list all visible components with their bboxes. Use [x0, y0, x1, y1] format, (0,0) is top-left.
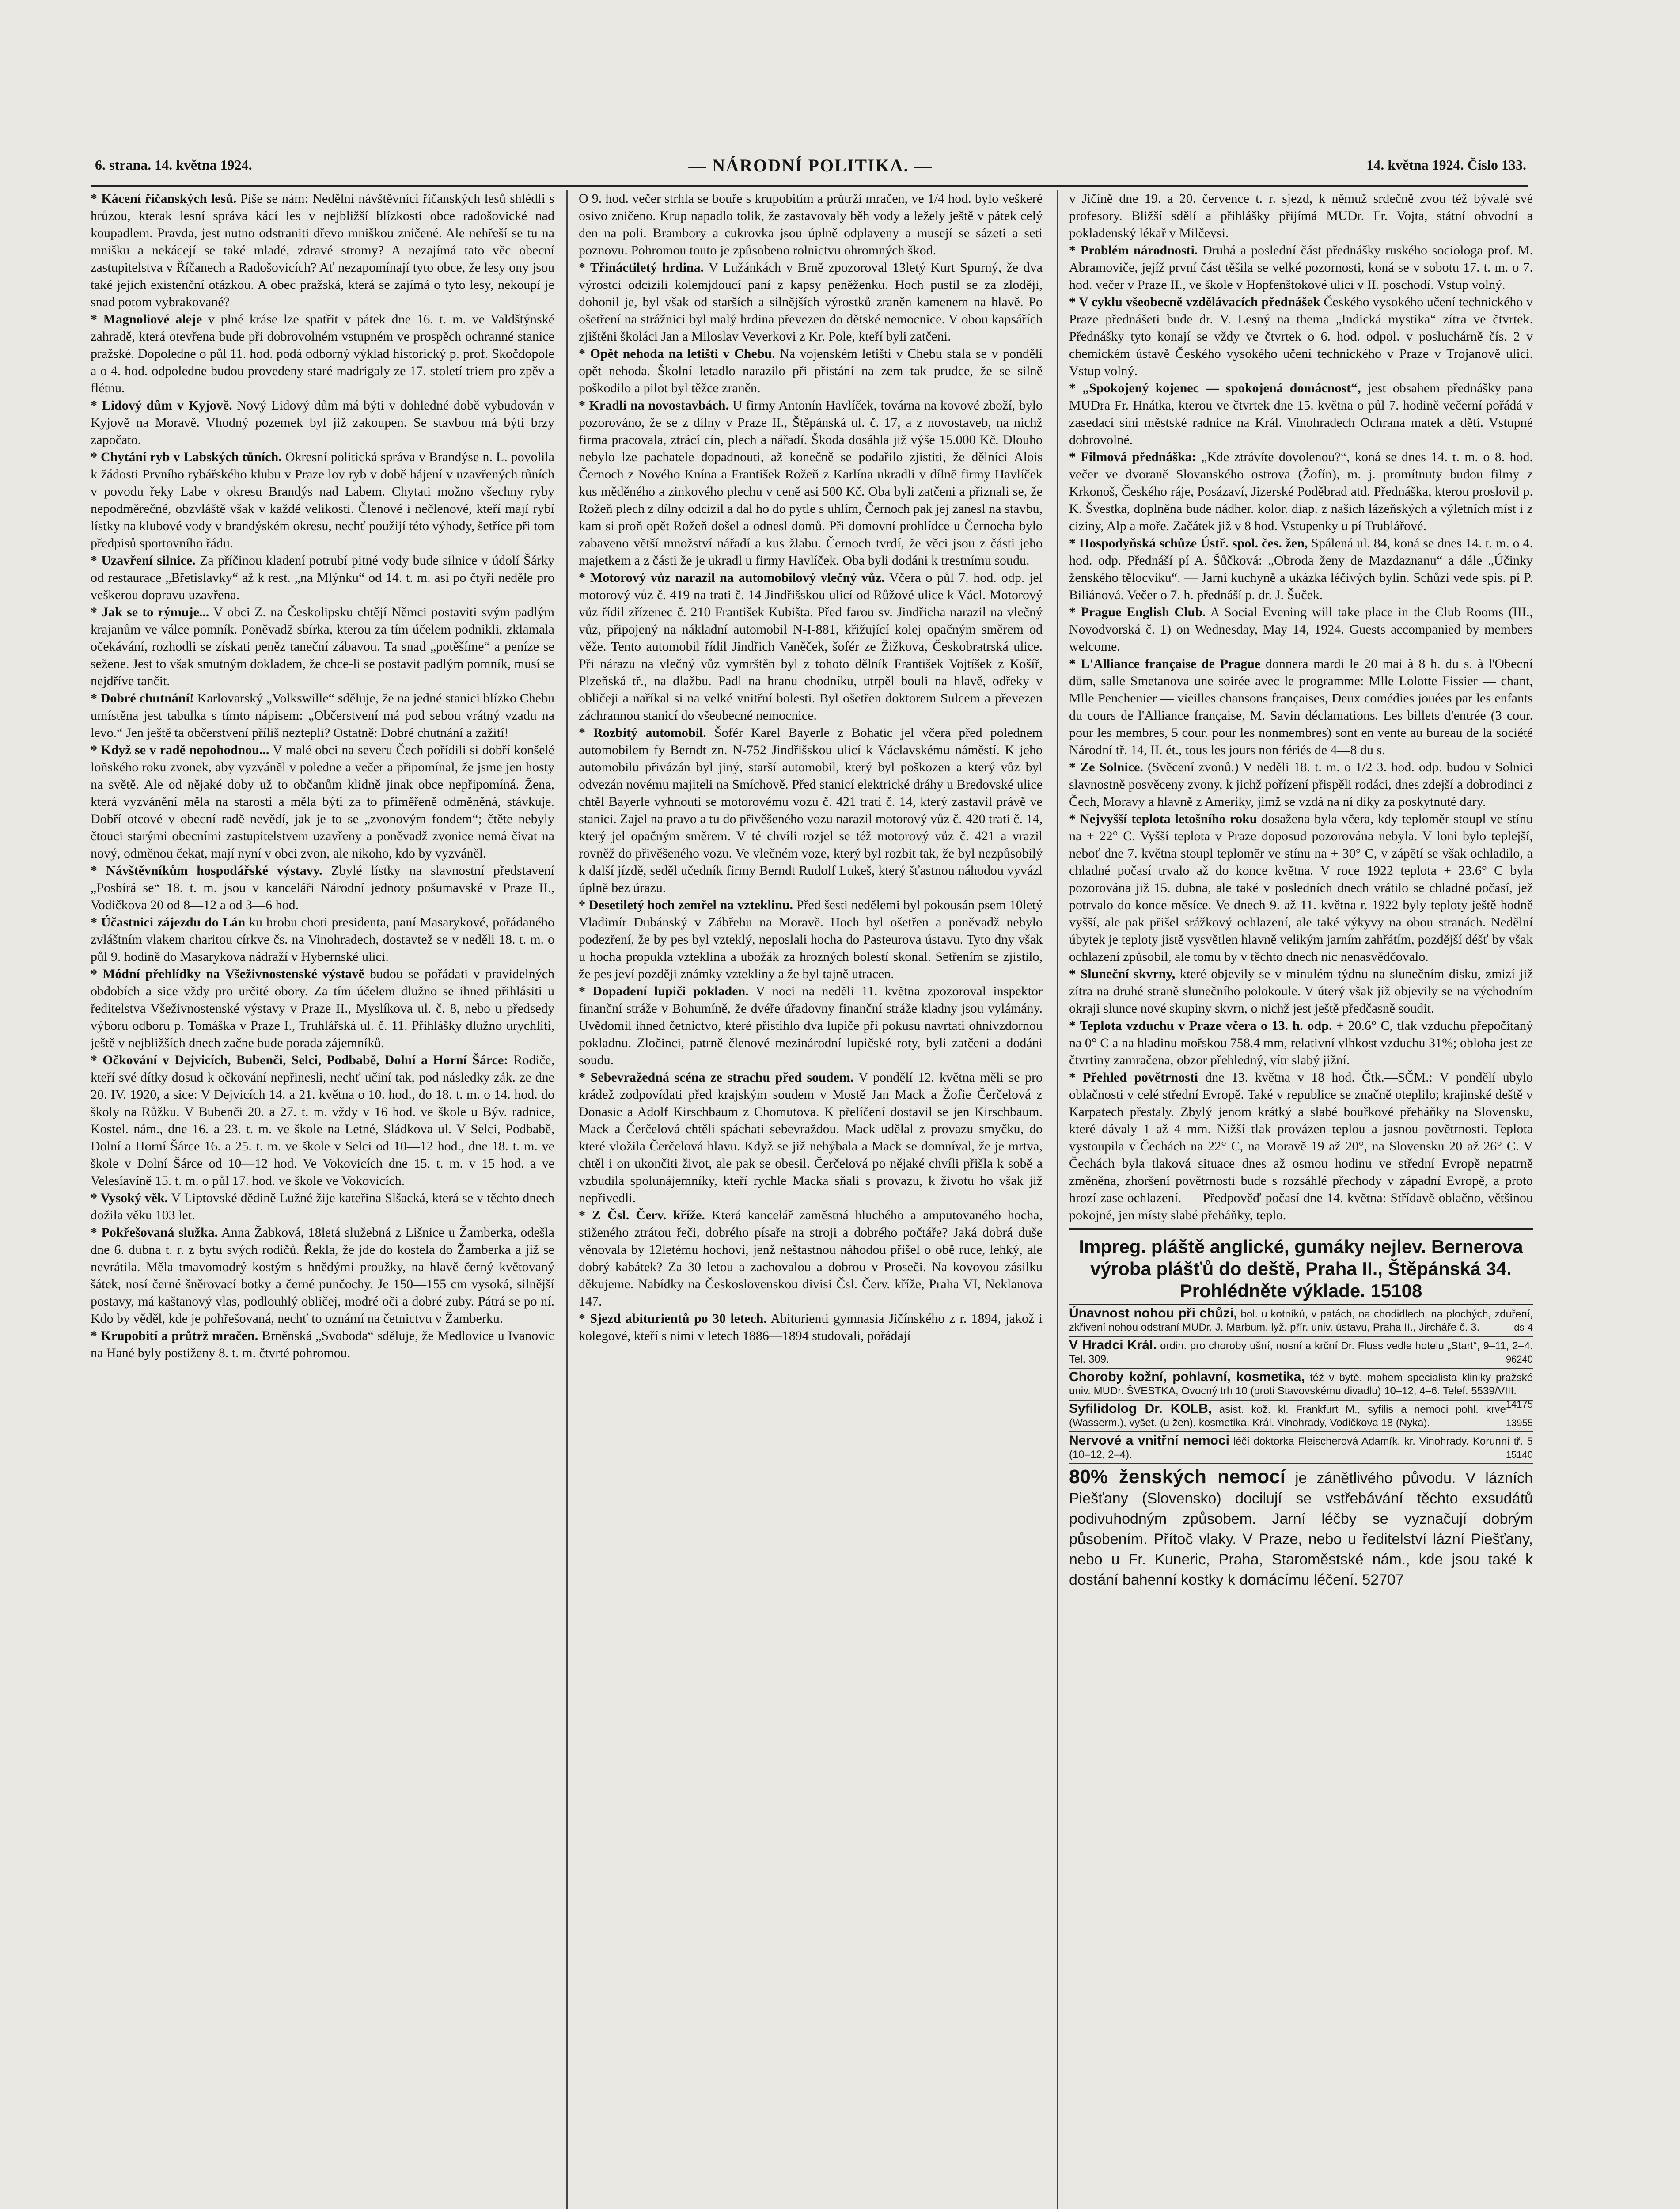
bullet-star-icon: * — [1069, 605, 1081, 619]
article-text: V pondělí 12. května měli se pro krádež zodpovídati před krajským soudem v Mostě Jan Mack a Žofie Čerčelová z Donasic a Adolf Kirschbaum z Chomutova. K přelíčení dostavil se jen Kirschbaum. Mack a Čerčelová chtěli spáchati sebevraždou. Mack udělal z provazu smyčku, do které vložila Čerčelová hlavu. Když se již nehýbala a Mack se domníval, že je mrtva, chtěl i on ukončiti život, ale pak se obesil. Čerčelová po nějaké chvíli přišla k sobě a vzbudila spolunájemníky, kteří rychle Macka sňali s provazu, k životu ho však již nepřivedli. — [579, 1070, 1043, 1205]
bullet-star-icon: * — [91, 1328, 101, 1343]
article-headline: Pokřešovaná služka. — [101, 1225, 218, 1240]
article-item — [579, 259, 1043, 345]
article-headline: Dopadení lupiči pokladen. — [592, 984, 749, 998]
article-headline: Problém národnosti. — [1080, 243, 1198, 258]
article-headline: Opět nehoda na letišti v Chebu. — [590, 346, 775, 361]
bullet-star-icon: * — [579, 570, 590, 585]
article-item — [91, 603, 554, 690]
article-headline: Hospodyňská schůze Ústř. spol. čes. žen, — [1079, 536, 1308, 550]
article-headline: Desetiletý hoch zemřel na vzteklinu. — [588, 898, 793, 912]
bullet-star-icon: * — [91, 915, 101, 930]
bullet-star-icon: * — [1069, 450, 1081, 464]
article-item — [91, 741, 554, 862]
article-headline: L'Alliance française de Prague — [1081, 657, 1261, 671]
bullet-star-icon: * — [91, 1225, 102, 1240]
article-text: Zbylé lístky na slavnostní představení „Posbírá se“ 18. t. m. jsou v kanceláři Národní jednoty pošumavské v Praze II., Vodičkova 20 od 8—12 a od 3—6 hod. — [91, 863, 554, 912]
advertisements — [1069, 1228, 1533, 1590]
article-headline: Jak se to rýmuje... — [102, 605, 209, 619]
bullet-star-icon: * — [1069, 381, 1083, 395]
article-text: Českého vysokého učení technického v Praze přednášeti bude dr. V. Lesný na thema „Indická mystika“ zítra ve čtvrtek. Přednášky tyto konají se vždy ve čtvrtek o 6. hod. odpol. v posluchárně čís. 2 v chemickém ústavě Českého vysokého učení technického v Praze v Trojanově ulici. Vstup volný. — [1069, 295, 1533, 378]
article-text: Která kancelář zaměstná hluchého a amputovaného hocha, stiženého ztrátou řeči, dobrého písaře na stroji a dobrého počtáře? Jaká dobrá duše věnovala by 12letému hochovi, jenž neštastnou náhodou přišel o obě ruce, lehký, ale dobrý kabátek? Za 30 letou a zachovalou a dobrou v Proseči. Na kovovou zásilku děkujeme. Nabídky na Československou divisi Čsl. Červ. kříže, Praha VI, Neklanova 147. — [579, 1208, 1043, 1309]
article-item — [91, 914, 554, 965]
article-headline: Lidový dům v Kyjově. — [102, 398, 232, 413]
article-text: A Social Evening will take place in the Club Rooms (III., Novodvorská č. 1) on Wednesday, May 14, 1924. Guests accompanied by members welcome. — [1069, 605, 1533, 654]
article-headline: Z Čsl. Červ. kříže. — [592, 1208, 705, 1222]
article-text: Šofér Karel Bayerle z Bohatic jel včera před polednem automobilem fy Berndt zn. N-752 Jindřišskou ulicí k Václavskému náměstí. K jeho automobilu přivázán byl jiný, starší automobil, který byl poškozen a který vůz byl odvezán novému majiteli na Smíchově. Před stanicí elektrické dráhy u Bredovské ulice chtěl Bayerle vyhnouti se motorovému vozu č. 421 trati č. 14, který zastavil právě ve stanici. Zajel na pravo a tu do přivěšeného vozu narazil motorový vůz č. 420 trati č. 14, který jel opačným směrem. V té chvíli rozjel se též motorový vůz č. 421 a vrazil rovněž do přivěšeného vozu. Ve vlečném voze, který byl rozbit tak, že byl nezpůsobilý k další jízdě, seděl učedník firmy Berndt Rudolf Lukeš, který šťastnou náhodou vyvázl úplně bez úrazu. — [579, 725, 1043, 895]
ad-piestany — [1069, 1464, 1533, 1590]
article-text: O 9. hod. večer strhla se bouře s krupobitím a průtrží mračen, ve 1/4 hod. bylo veškeré osivo zničeno. Krup napadlo tolik, že zastavovaly běh vody a ležely ještě v pátek celý den na poli. Brambory a cukrovka jsou úplně odplaveny a musejí se sázeti a seti poznovu. Pohromou touto je způsobeno rolnictvu ohromných škod. — [579, 191, 1043, 258]
article-item — [579, 983, 1043, 1069]
article-text: ku hrobu choti presidenta, paní Masarykové, pořádaného zvláštním vlakem charitou církve čs. na Vinohradech, dostavtež se v neděli 18. t. m. o půl 9. hodině do Masarykova nádraží v Hybernské ulici. — [91, 915, 554, 964]
bullet-star-icon: * — [91, 1053, 103, 1067]
article-text: Píše se nám: Nedělní návštěvníci říčanských lesů shlédli s hrůzou, kterak lesní správa kácí les v nejbližší blízkosti obce radošovické nad koupadlem. Pravda, jest nutno odstraniti dřevo mniškou zničené. Ale nehřeší se tu na mnišku a nekácejí se také mladé, zdravé stromy? A nezajímá tato věc obecní zastupitelstva v Říčanech a Radošovicích? Ať nezapomínají tyto obce, že lesy ony jsou také jejich existenční otázkou. A obec pražská, která se zajímá o tyto lesy, nekoupí je snad potom vybrakované? — [91, 191, 554, 309]
article-item — [91, 690, 554, 741]
article-headline: Ze Solnice. — [1080, 760, 1143, 774]
article-headline: „Spokojený kojenec — spokojená domácnost“, — [1082, 381, 1361, 395]
article-item — [579, 1069, 1043, 1207]
column-1 — [91, 190, 554, 2209]
ad-code: 13955 — [1506, 1417, 1533, 1428]
classified-ad — [1069, 1337, 1533, 1369]
article-text: donnera mardi le 20 mai à 8 h. du s. à l'Obecní dům, salle Smetanova une soirée avec le programme: Mlle Lolotte Fissier — chant, Mlle Penchenier — vieilles chansons françaises, Deux comédies jouées par les enfants du cours de l'Alliance française, M. Savin déclamations. Les billets d'entrée (3 cour. pour les membres, 5 cour. pour les nonmembres) sont en vente au bureau de la société Národní tř. 14, II. ét., tous les jours non fériés de 4—8 du s. — [1069, 657, 1533, 757]
bullet-star-icon: * — [1069, 812, 1080, 826]
ad-code: 96240 — [1506, 1354, 1533, 1365]
classified-ad — [1069, 1305, 1533, 1337]
article-headline: Třináctiletý hrdina. — [590, 260, 704, 275]
bullet-star-icon: * — [579, 1070, 591, 1085]
bullet-star-icon: * — [579, 1311, 590, 1326]
article-text: jest obsahem přednášky pana MUDra Fr. Hnátka, kterou ve čtvrtek dne 15. května o půl 7. hodině večerní pořádá v zasedací síni městské radnice na Král. Vinohradech Ochrana matek a dětí. Vstupné dobrovolné. — [1069, 381, 1533, 447]
article-text: V Lužánkách v Brně zpozoroval 13letý Kurt Spurný, že dva výrostci odcizili kolemjdoucí paní z kapsy peněženku. Hoch pustil se za zloději, dohonil je, byl však od starších a silnějších výrostků zraněn kamenem na hlavě. Po ošetření na strážnici byl malý hrdina převezen do dětské nemocnice. V obou kapsářích zjištěni školáci Jan a Miloslav Veverkovi z Kr. Pole, kteří byli zatčeni. — [579, 260, 1043, 344]
bullet-star-icon: * — [1069, 1070, 1083, 1085]
article-text: Anna Žabková, 18letá služebná z Lišnice u Žamberka, odešla dne 6. dubna t. r. z bytu svých rodičů. Řekla, že jde do kostela do Žamberka a již se nevrátila. Měla tmavomodrý kostým s hnědými proužky, na hlavě černý květovaný šátek, nosí černé šněrovací botky a černé punčochy. Je 150—155 cm vysoká, silnější postavy, má kaštanový vlas, podlouhlý obličej, modré oči a dobré zuby. Pátrá se po ní. Kdo by věděl, kde je pohřešovaná, nechť to oznámí na četnictvu v Žamberku. — [91, 1225, 554, 1326]
ad-text: bol. u kotníků, v patách, na chodidlech, na plochých, zduření, zkřivení nohou odstraní MUDr. J. Marbum, lyž. přír. univ. ústavu, Praha II., Jircháře č. 3. — [1069, 1308, 1533, 1333]
bullet-star-icon: * — [91, 605, 102, 619]
article-text: v Jičíně dne 19. a 20. července t. r. sjezd, k němuž srdečně zvou též bývalé své profesory. Bližší sdělí a přihlášky přijímá MUDr. Fr. Vojta, státní obvodní a pokladenský lékař v Milčevsi. — [1069, 191, 1533, 240]
article-headline: Motorový vůz narazil na automobilový vlečný vůz. — [590, 570, 885, 585]
article-text: Karlovarský „Volkswille“ sděluje, že na jedné stanici blízko Chebu umístěna jest tabulka s tímto nápisem: „Občerstvení má pod sebou vrátný vzadu na levo.“ Jen ještě ta občerstvení příliš neztepli? Ostatně: Dobré chutnání a zažití! — [91, 691, 554, 740]
ad-raincoats: Impreg. pláště anglické, gumáky nejlev. Bernerova výroba plášťů do deště, Praha II., Štěpánská 34. Prohlédněte výklade. 15108 — [1069, 1232, 1533, 1305]
article-headline: Přehled povětrnosti — [1083, 1070, 1198, 1085]
bullet-star-icon: * — [91, 312, 103, 326]
ad-code: ds-4 — [1514, 1322, 1533, 1333]
ad-text: ordin. pro choroby ušní, nosní a krční Dr. Fluss vedle hotelu „Start“, 9–11, 2–4. Tel. 309. — [1069, 1340, 1533, 1365]
classified-ad — [1069, 1401, 1533, 1432]
bullet-star-icon: * — [1069, 536, 1079, 550]
article-text: dne 13. května v 18 hod. Čtk.—SČM.: V pondělí ubylo oblačnosti v celé střední Evropě. Také v republice se značně oteplilo; krajinské deště v Karpatech přestaly. Zbylý jenom krátký a slabé bouřkové přeháňky na Slovensku, které dávaly 1 až 4 mm. Nižší tlak provázen teplou a jasnou povětrnosti. Teplota vystoupila v Čechách na 22° C, na Moravě 19 až 20°, na Slovensku 20 až 26° C. V Čechách byla tlaková situace dnes až osmou hodinu ve střední Evropě nepatrně změněna, zhoršení povětrnosti bude s rozsáhlé přechody v západní Evropě, a proto hrozí zase ochlazení. — Předpověď počasí dne 14. května: Střídavě oblačno, většinou pokojné, jen místy slabé přeháňky, teplo. — [1069, 1070, 1533, 1222]
article-headline: Krupobití a průtrž mračen. — [101, 1328, 258, 1343]
column-separator — [1057, 190, 1058, 2209]
article-item — [579, 397, 1043, 569]
article-headline: Když se v radě nepohodnou... — [101, 743, 269, 757]
article-item — [91, 1327, 554, 1362]
article-item — [579, 345, 1043, 397]
article-headline: Prague English Club. — [1081, 605, 1206, 619]
article-text: Okresní politická správa v Brandýse n. L. povolila k žádosti Prvního rybářského klubu v Praze lov ryb v době hájení v uzavřených tůních v povodu řeky Labe v okresu Brandýs nad Labem. Chytati možno všechny ryby nepodměrečné, obzvláště však v každé velikosti. Členové i nečlenové, kteří mají rybí lístky na klubové vody v brandýském okresu, nechť použijí této výhody, šetříce při tom předpisů sportovního řádu. — [91, 450, 554, 550]
article-item — [1069, 810, 1533, 965]
article-item — [91, 1224, 554, 1327]
bullet-star-icon: * — [579, 898, 589, 912]
ad-list — [1069, 1305, 1533, 1464]
ad-headline: V Hradci Král. — [1069, 1338, 1157, 1352]
article-item — [1069, 242, 1533, 293]
article-item — [91, 190, 554, 311]
ad-piestany-text: je zánětlivého původu. V lázních Piešťany (Slovensko) docilují se vstřebávání těchto exsudátů podivuhodným způsobem. Jarní léčby se vyznačují dobrým působením. Přítoč vlaky. V Praze, nebo u ředitelství lázní Piešťany, nebo u Fr. Kuneric, Praha, Staroměstské nám., kde jsou také k dostání bahenní kostky k domácímu léčení. — [1069, 1470, 1533, 1588]
bullet-star-icon: * — [1069, 1018, 1080, 1033]
article-item — [1069, 603, 1533, 655]
article-headline: Magnoliové aleje — [103, 312, 202, 326]
classified-ad — [1069, 1432, 1533, 1464]
column-2 — [579, 190, 1043, 2209]
article-item — [579, 569, 1043, 724]
article-headline: Dobré chutnání! — [100, 691, 194, 706]
article-headline: Chytání ryb v Labských tůních. — [101, 450, 282, 464]
article-text: Včera o půl 7. hod. odp. jel motorový vůz č. 419 na trati č. 14 Jindřišskou ulicí od Růžové ulice k Václ. Motorový vůz řídil zřízenec č. 210 František Kubišta. Před farou sv. Jindřicha narazil na vlečný vůz, připojený na nákladní automobil N-I-881, křižující kolej opačným směrem od věže. Tento automobil řídil Jindřich Vaněček, šofér ze Žižkova, Českobratrská ulice. Při nárazu na vlečný vůz vymrštěn byl z tohoto dělník František Vojtíšek z Košíř, Plzeňská tř., na dlažbu. Padl na hranu chodníku, utrpěl bouli na hlavě, odřeky v obličeji a naříkal si na velké vnitřní bolesti. Byl ošetřen doktorem Sulcem a převezen záchrannou stanicí do všeobecné nemocnice. — [579, 570, 1043, 723]
bullet-star-icon: * — [91, 863, 106, 878]
column-separator — [566, 190, 568, 2209]
bullet-star-icon: * — [579, 260, 590, 275]
page-number-date: 6. strana. 14. května 1924. — [95, 157, 252, 173]
article-item — [1069, 1069, 1533, 1224]
header-rule — [91, 185, 1528, 187]
bullet-star-icon: * — [579, 398, 589, 413]
article-headline: Vysoký věk. — [100, 1191, 168, 1205]
article-item — [91, 862, 554, 914]
article-item — [91, 311, 554, 397]
article-item — [91, 1189, 554, 1224]
bullet-star-icon: * — [91, 398, 102, 413]
article-text: budou se pořádati v pravidelných obdobích a sice vždy pro určité obory. Za tím účelem dlužno se ihned přihlásiti u ředitelstva Všeživnostenské výstavy v Praze II., Myslíkova ul. č. 8, nebo u předsedy výboru odboru p. Tomáška v Praze I., Truhlářská ul. č. 11. Přihlášky dlužno urychliti, ještě v nejbližších dnech začne bude porada zájemníků. — [91, 967, 554, 1050]
article-headline: Teplota vzduchu v Praze včera o 13. h. odp. — [1080, 1018, 1332, 1033]
ad-piestany-headline: 80% ženských nemocí — [1069, 1466, 1286, 1488]
article-item — [91, 965, 554, 1051]
article-headline: V cyklu všeobecně vzdělávacích přednášek — [1079, 295, 1320, 309]
article-headline: Filmová přednáška: — [1081, 450, 1196, 464]
article-item — [1069, 965, 1533, 1017]
bullet-star-icon: * — [1069, 657, 1081, 671]
article-headline: Kácení říčanských lesů. — [101, 191, 237, 206]
bullet-star-icon: * — [91, 1191, 101, 1205]
bullet-star-icon: * — [1069, 243, 1081, 258]
article-item — [1069, 380, 1533, 448]
article-text: + 20.6° C, tlak vzduchu přepočítaný na 0° C a na hladinu mořskou 758.4 mm, relativní vlhkost vzduchu 31%; obloha jest ze čtvrtiny zamračena, obzor přehledný, vítr slabý jižní. — [1069, 1018, 1533, 1067]
article-item — [1069, 759, 1533, 810]
ad-text: též v bytě, mohem specialista kliniky pražské univ. MUDr. ŠVESTKA, Ovocný trh 10 (proti Stavovskému divadlu) 10–12, 4–6. Telef. 5539/VIII. — [1069, 1372, 1533, 1397]
bullet-star-icon: * — [91, 553, 102, 568]
article-headline: Sjezd abiturientů po 30 letech. — [590, 1311, 767, 1326]
column-3 — [1069, 190, 1533, 2209]
bullet-star-icon: * — [91, 191, 102, 206]
bullet-star-icon: * — [579, 984, 593, 998]
issue-date: 14. května 1924. Číslo 133. — [1366, 157, 1526, 173]
bullet-star-icon: * — [91, 743, 101, 757]
article-headline: Účastnici zájezdu do Lán — [101, 915, 246, 930]
page-header — [95, 157, 1526, 183]
article-text: Spálená ul. 84, koná se dnes 14. t. m. o 4. hod. odp. Přednáší pí A. Šůčková: „Obroda ženy de Mazdaznanu“ a dále „Účinky ženského tělocviku“. — Jarní kuchyně a ukázka léčivých bylin. Schůzi vede spis. pí P. Biliánová. Večer o 7. h. přednáší p. dr. J. Šuček. — [1069, 536, 1533, 602]
article-text: které objevily se v minulém týdnu na slunečním disku, zmizí již zítra na druhé straně slunečního polokoule. V úterý však již objevily se na východním okraji slunce nové skupiny skvrn, o nichž jest ještě předčasně soudit. — [1069, 967, 1533, 1016]
article-item — [1069, 448, 1533, 535]
article-text: v plné kráse lze spatřit v pátek dne 16. t. m. ve Valdštýnské zahradě, která otevřena bude při dobrovolném vstupném ve prospěch ochranné stanice pražské. Dopoledne o půl 11. hod. podá odborný výklad historický p. prof. Skočdopole a o 4. hod. odpoledne budou provedeny staré madrigaly ze 17. století triem pro zpěv a flétnu. — [91, 312, 554, 395]
article-item — [91, 397, 554, 448]
article-text: V noci na neděli 11. května zpozoroval inspektor finanční stráže v Bohumíně, že dvéře úřadovny finanční stráže kladny jsou vylámány. Uvědomil ihned četnictvo, které přistihlo dva lupiče při pokusu navrtati ohnivzdornou pokladnu. Zločinci, patrně členové mezinárodní lupičské roty, byli zatčeni a dodáni soudu. — [579, 984, 1043, 1067]
ad-headline: Únavnost nohou při chůzi, — [1069, 1306, 1237, 1321]
article-item — [1069, 293, 1533, 380]
column-3-articles — [1069, 190, 1533, 1224]
article-text: Na vojenském letišti v Chebu stala se v pondělí opět nehoda. Školní letadlo narazilo při přistání na zem tak prudce, že se silně poškodilo a pilot byl těžce zraněn. — [579, 346, 1043, 395]
ad-text: léčí doktorka Fleischerová Adamík. kr. Vinohrady. Korunní tř. 5 (10–12, 2–4). — [1069, 1435, 1533, 1461]
article-headline: Sluneční skvrny, — [1080, 967, 1176, 981]
article-text: Za příčinou kladení potrubí pitné vody bude silnice v údolí Šárky od restaurace „Břetislavky“ až k rest. „na Mlýnku“ od 14. t. m. asi po čtyři neděle pro veškerou dopravu uzavřena. — [91, 553, 554, 602]
article-headline: Návštěvníkům hospodářské výstavy. — [106, 863, 322, 878]
article-text: Abiturienti gymnasia Jičínského z r. 1894, jakož i kolegové, kteří s nimi v letech 1886—1894 studovali, pořádají — [579, 1311, 1043, 1343]
ad-headline: Choroby kožní, pohlavní, kosmetika, — [1069, 1370, 1305, 1384]
article-text: V Liptovské dědině Lužné žije kateřina Slšacká, která se v těchto dnech dožila věku 103 let. — [91, 1191, 554, 1222]
article-text: Brněnská „Svoboda“ sděluje, že Medlovice u Ivanovic na Hané byly postiženy 8. t. m. čtvrté pohromou. — [91, 1328, 554, 1360]
article-text: „Kde ztrávíte dovolenou?“, koná se dnes 14. t. m. o 8. hod. večer ve dvoraně Slovanského ostrova (Žofín), m. j. promítnuty budou filmy z Krkonoš, Českého ráje, Posázaví, Jizerské Poděbrad atd. Přednáška, kterou proslovil p. K. Švestka, doplněna bude nádher. kolor. diap. z našich lázeňských a výletních míst i z ciziny, Alp a moře. Začátek již v 8 hod. Vstupenky u pí Trublářové. — [1069, 450, 1533, 533]
article-item — [1069, 1017, 1533, 1069]
article-item — [579, 1310, 1043, 1344]
ad-code: 14175 — [1506, 1399, 1533, 1410]
article-headline: Rozbitý automobil. — [593, 725, 706, 740]
article-headline: Uzavření silnice. — [101, 553, 196, 568]
ad-headline: Syfilidolog Dr. KOLB, — [1069, 1401, 1212, 1416]
article-headline: Očkování v Dejvicích, Bubenči, Selci, Podbabě, Dolní a Horní Šárce: — [102, 1053, 508, 1067]
article-item — [91, 1051, 554, 1189]
bullet-star-icon: * — [91, 450, 101, 464]
article-item — [579, 1207, 1043, 1310]
article-item — [579, 190, 1043, 259]
bullet-star-icon: * — [91, 967, 103, 981]
article-text: dosažena byla včera, kdy teploměr stoupl ve stínu na + 22° C. Vyšší teplota v Praze doposud pozorována nebyla. V loni bylo teplejší, neboť dne 7. května stoupl teploměr ve stínu na + 30° C, v zápětí se však ochladilo, a chladné počasí trvalo až do konce května. V roce 1922 teplota + 23.6° C byla pozorována již 15. dubna, ale také v posledních dnech vrátilo se chladné počasí, jež potrvalo do konce měsíce. Ve dnech 9. až 11. května r. 1922 byly teploty ještě hodně vyšší, ale pak přišel srážkový ochlazení, ale také výkyvy na obou stranách. Nedělní úbytek je teploty jistě vysvětlen hlavně velikým jarním zahřátím, pozdější déšť by však ochlazení způsobil, ale tomu by v těchto dnech nic nenasvědčovalo. — [1069, 812, 1533, 964]
article-text: Nový Lidový dům má býti v dohledné době vybudován v Kyjově na Moravě. Vhodný pozemek byl již zakoupen. Se stavbou má býti brzy započato. — [91, 398, 554, 447]
bullet-star-icon: * — [579, 346, 590, 361]
article-text: Druhá a poslední část přednášky ruského sociologa prof. M. Abramoviče, jejíž první část těšila se velké pozornosti, koná se v sobotu 17. t. m. o 7. hod. večer v Praze II., ve škole v Hopfenštokové ulici v II. poschodí. Vstup volný. — [1069, 243, 1533, 292]
article-item — [1069, 190, 1533, 242]
article-headline: Módní přehlídky na Všeživnostenské výstavě — [102, 967, 364, 981]
article-text: Rodiče, kteří své dítky dosud k očkování nepřinesli, nechť učiní tak, pod následky zák. ze dne 20. IV. 1920, a sice: V Dejvicích 14. a 21. května o 10. hod., do 18. t. m. o 14. hod. do školy na Růžku. V Bubenči 20. a 27. t. m. vždy v 16 hod. ve škole u Býv. radnice, Kostel. nám., dne 16. a 23. t. m. ve škole na Letné, Sládkova ul. V Selci, Podbabě, Dolní a Horní Šárce 16. a 25. t. m. ve škole v Selci od 10—12 hod., dne 18. t. m. ve škole v Dolní Šárce od 10—12 hod. Ve Vokovicích dne 15. t. m. v 15 hod. a ve Velesíavíně 15. t. m. o půl 17. hod. ve škole ve Vokovicích. — [91, 1053, 554, 1188]
article-headline: Nejvyšší teplota letošního roku — [1080, 812, 1257, 826]
bullet-star-icon: * — [579, 725, 594, 740]
bullet-star-icon: * — [1069, 760, 1081, 774]
article-item — [1069, 655, 1533, 759]
article-item — [579, 724, 1043, 896]
article-text: U firmy Antonín Havlíček, továrna na kovové zboží, bylo pozorováno, že se z dílny v Praze II., Štěpánská ul. č. 17, a z novostaveb, na nichž firma pracovala, ztrácí cín, plech a nářadí. Škoda dosáhla již výše 15.000 Kč. Dlouho nebylo lze pachatele dopadnouti, až konečně se podařilo zjistiti, že dělníci Alois Černoch z Nového Knína a František Rožeň z Karlína ukradli v dílně firmy Havlíček kus měděného a zinkového plechu v ceně asi 500 Kč. Oba byli zatčeni a přiznali se, že Rožeň plech z dílny odcizil a dal ho do pytle s uhlím, Černoch pak jej zanesl na stavbu, kam si proň opět Rožeň došel a odnesl domů. Při domovní prohlídce u Černocha bylo zabaveno větší množství nářadí a kus žlabu. Černoch tvrdí, že věci jsou z části jeho majetkem a z části že je ukradl u firmy Havlíček. Oba byli dodáni k trestnímu soudu. — [579, 398, 1043, 568]
article-text: (Svěcení zvonů.) V neděli 18. t. m. o 1/2 3. hod. odp. budou v Solnici slavnostně posvěceny zvony, k jichž pořízení přispěli rodáci, dnes zdejší a dobrodinci z Čech, Moravy a hlavně z Ameriky, jimž se vzdá na ní díky za poskytnuté dary. — [1069, 760, 1533, 809]
article-headline: Sebevražedná scéna ze strachu před soudem. — [590, 1070, 854, 1085]
article-item — [91, 552, 554, 603]
bullet-star-icon: * — [579, 1208, 592, 1222]
ad-headline: Nervové a vnitřní nemoci — [1069, 1433, 1229, 1448]
article-text: V obci Z. na Českolipsku chtějí Němci postaviti svým padlým krajanům ve válce pomník. Poněvadž sbírka, kterou za tím účelem podnikli, zklamala očekávání, rozhodli se získati peněz taneční zábavou. Ta snad „potěšíme“ a peníze se sežene. Jest to však smutným dokladem, že chce-li se postavit padlým pomník, musí se nejdříve tančit. — [91, 605, 554, 688]
ad-code: 15140 — [1506, 1449, 1533, 1460]
article-item — [91, 448, 554, 552]
ad-text: asist. kož. kl. Frankfurt M., syfilis a nemoci pohl. krve (Wasserm.), vyšet. (u žen), kosmetika. Král. Vinohrady, Vodičkova 18 (Nyka). — [1069, 1404, 1506, 1429]
article-text: Před šesti nedělemi byl pokousán psem 10letý Vladimír Dubánský v Zábřehu na Moravě. Hoch byl ošetřen a poněvadž nebylo podezření, že by pes byl vzteklý, neposlali hocha do Pasteurova ústavu. Tyto dny však u hocha propukla vzteklina a ubožák za hrozných bolestí skonal. Setřením se zjistilo, že pes jeví později známky vztekliny a že byl tajně utracen. — [579, 898, 1043, 981]
bullet-star-icon: * — [1069, 295, 1079, 309]
masthead-title: — NÁRODNÍ POLITIKA. — — [688, 156, 933, 175]
article-item — [1069, 535, 1533, 603]
article-text: V malé obci na severu Čech pořídili si dobří konšelé loňského roku zvonek, aby vyzváněl v poledne a večer a připomínal, že jsme jen hosty na světě. Ale od nějaké doby už to občanům klidně jinak obce nepřipomíná. Žena, která vyzvánění měla na starosti a měla býti za to přiměřeně odměněná, stávkuje. Dobří otcové v obecní radě nevědí, jak je to se „zvonovým fondem“; čtěte nebyly čtouci starými obecními zastupitelstvem uzavřeny a poněvadž zvonice nemá čivat na nový, odměnou čekat, mají nyní v obci zvon, ale nikoho, kdo by vyzváněl. — [91, 743, 554, 861]
article-headline: Kradli na novostavbách. — [589, 398, 729, 413]
ad-code: 52707 — [1362, 1571, 1404, 1588]
article-item — [579, 896, 1043, 983]
bullet-star-icon: * — [91, 691, 101, 706]
bullet-star-icon: * — [1069, 967, 1081, 981]
